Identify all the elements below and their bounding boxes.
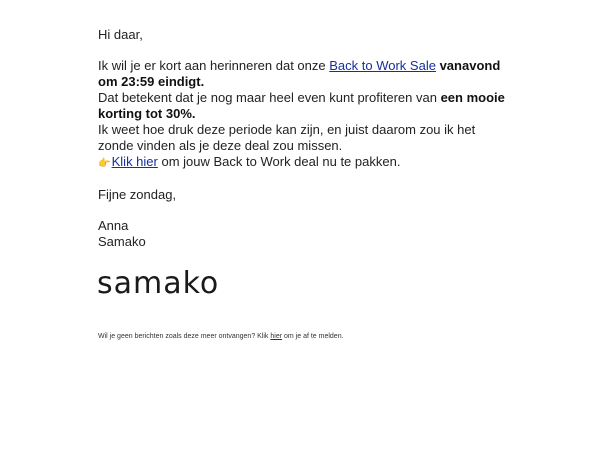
discount-text: Dat betekent dat je nog maar heel even kunt profiteren van xyxy=(98,90,441,105)
discount-highlight: een mooie korting tot 30%. xyxy=(98,90,505,121)
discount-paragraph xyxy=(98,90,508,122)
reminder-paragraph xyxy=(98,58,508,90)
cta-line xyxy=(98,154,508,172)
pointing-hand-icon: 👉 xyxy=(98,158,111,169)
samako-logo[interactable]: samako xyxy=(97,266,220,301)
deadline-text: vanavond om 23:59 eindigt. xyxy=(98,58,501,89)
unsubscribe-text-end: om je af te melden. xyxy=(282,333,344,340)
signature-name: Anna xyxy=(98,218,129,233)
unsubscribe-link[interactable]: hier xyxy=(270,333,283,340)
reminder-text: Ik wil je er kort aan herinneren dat onze xyxy=(98,58,330,73)
message-paragraphs xyxy=(98,58,508,172)
closing: Fijne zondag, xyxy=(98,187,177,202)
unsubscribe-footer xyxy=(98,333,344,340)
greeting: Hi daar, xyxy=(98,27,143,42)
busy-period-paragraph: Ik weet hoe druk deze periode kan zijn, en juist daarom zou ik het zonde vinden als je deze deal zou missen. xyxy=(98,122,476,153)
email-body xyxy=(98,27,508,250)
unsubscribe-text: Wil je geen berichten zoals deze meer ontvangen? Klik xyxy=(98,333,271,340)
signature xyxy=(98,218,508,250)
cta-text: om jouw Back to Work deal nu te pakken. xyxy=(157,154,401,169)
signature-company: Samako xyxy=(98,234,146,249)
klik-hier-link[interactable]: Klik hier xyxy=(111,154,158,169)
back-to-work-sale-link[interactable]: Back to Work Sale xyxy=(329,58,436,73)
